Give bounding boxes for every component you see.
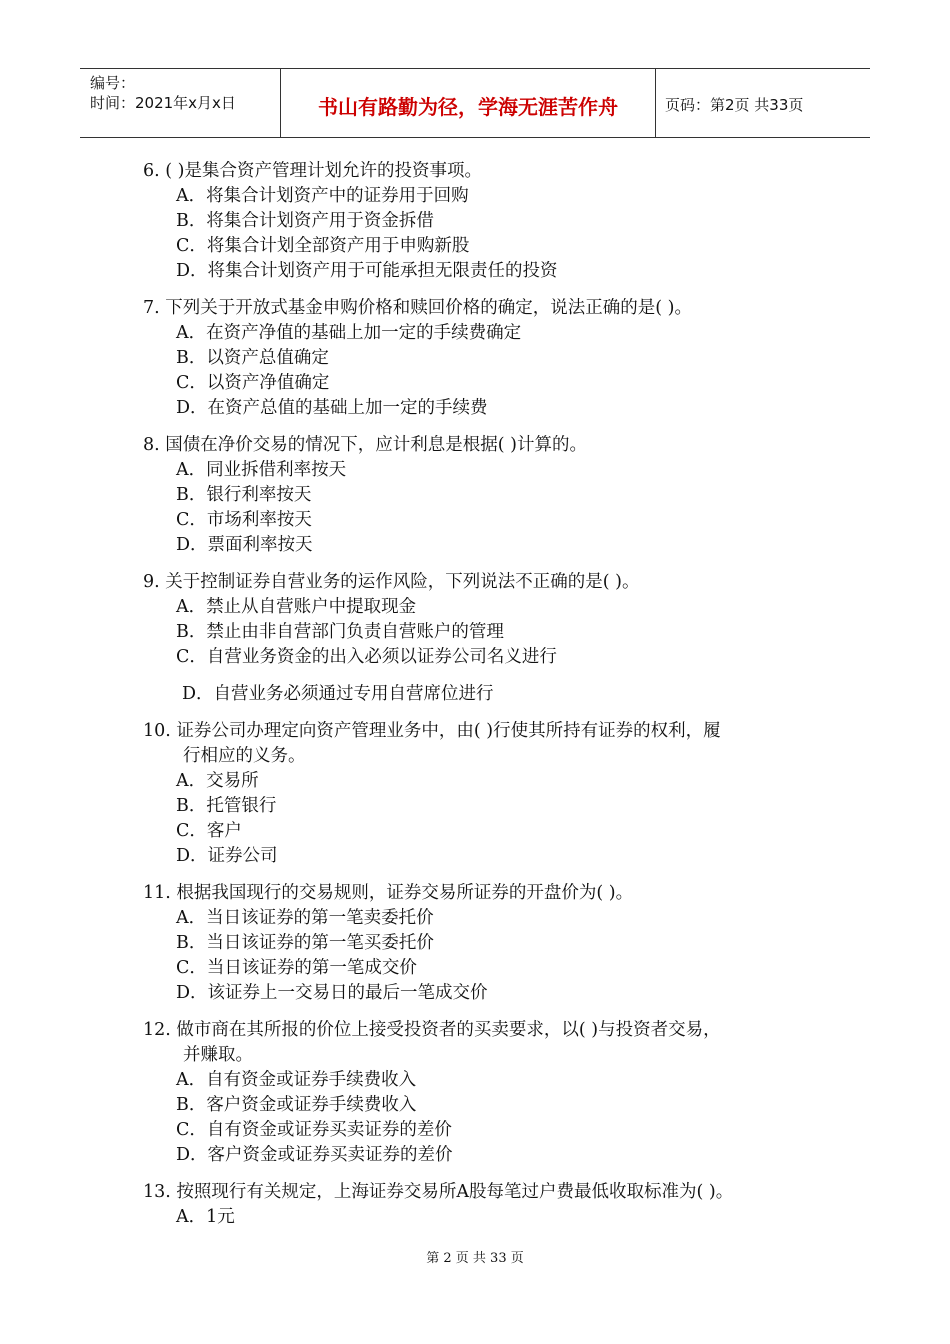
header-page-code: 页码：第2页 共33页 bbox=[665, 96, 804, 114]
option-item: D．该证券上一交易日的最后一笔成交价 bbox=[176, 983, 488, 1003]
question-stem: 12. 做市商在其所报的价位上接受投资者的买卖要求，以( )与投资者交易， bbox=[143, 1020, 721, 1040]
document-number-label: 编号： bbox=[90, 74, 136, 92]
header-right-cell bbox=[655, 69, 870, 137]
option-item: C．将集合计划全部资产用于申购新股 bbox=[176, 236, 470, 256]
option-item: A．交易所 bbox=[176, 771, 259, 791]
page-footer: 第 2 页 共 33 页 bbox=[426, 1251, 524, 1266]
option-item: C．客户 bbox=[176, 821, 242, 841]
option-item: D．证券公司 bbox=[176, 846, 278, 866]
question-stem: 10. 证券公司办理定向资产管理业务中，由( )行使其所持有证券的权利，履 bbox=[143, 721, 721, 741]
question-stem: 13. 按照现行有关规定，上海证券交易所A股每笔过户费最低收取标准为( )。 bbox=[143, 1182, 734, 1202]
option-item: A．将集合计划资产中的证券用于回购 bbox=[176, 186, 469, 206]
document-time-label: 时间：2021年x月x日 bbox=[90, 94, 236, 112]
option-item: A．禁止从自营账户中提取现金 bbox=[176, 597, 417, 617]
option-item: A．1元 bbox=[176, 1207, 235, 1227]
option-item: B．客户资金或证券手续费收入 bbox=[176, 1095, 417, 1115]
question-stem-continuation: 并赚取。 bbox=[183, 1045, 253, 1065]
option-item: B．禁止由非自营部门负责自营账户的管理 bbox=[176, 622, 504, 642]
option-item: C．自有资金或证券买卖证券的差价 bbox=[176, 1120, 452, 1140]
header-center-cell bbox=[280, 69, 656, 137]
option-item: C．当日该证券的第一笔成交价 bbox=[176, 958, 417, 978]
option-item: C．以资产净值确定 bbox=[176, 373, 330, 393]
option-item: D．票面利率按天 bbox=[176, 535, 313, 555]
option-item: D．在资产总值的基础上加一定的手续费 bbox=[176, 398, 488, 418]
option-item: A．当日该证券的第一笔卖委托价 bbox=[176, 908, 434, 928]
option-item: B．当日该证券的第一笔买委托价 bbox=[176, 933, 434, 953]
question-stem: 6. ( )是集合资产管理计划允许的投资事项。 bbox=[143, 161, 482, 181]
header-left-cell bbox=[80, 69, 280, 137]
question-stem: 11. 根据我国现行的交易规则，证券交易所证券的开盘价为( )。 bbox=[143, 883, 634, 903]
option-item: A．自有资金或证券手续费收入 bbox=[176, 1070, 417, 1090]
option-item: A．同业拆借利率按天 bbox=[176, 460, 347, 480]
option-item: A．在资产净值的基础上加一定的手续费确定 bbox=[176, 323, 522, 343]
page-header bbox=[80, 68, 870, 138]
option-item: D．客户资金或证券买卖证券的差价 bbox=[176, 1145, 453, 1165]
option-item: B．银行利率按天 bbox=[176, 485, 312, 505]
option-item: B．以资产总值确定 bbox=[176, 348, 329, 368]
header-motto: 书山有路勤为径，学海无涯苦作舟 bbox=[318, 95, 618, 119]
question-stem-continuation: 行相应的义务。 bbox=[183, 746, 306, 766]
question-stem: 8. 国债在净价交易的情况下，应计利息是根据( )计算的。 bbox=[143, 435, 587, 455]
question-stem: 9. 关于控制证券自营业务的运作风险，下列说法不正确的是( )。 bbox=[143, 572, 640, 592]
option-item: D．将集合计划资产用于可能承担无限责任的投资 bbox=[176, 261, 558, 281]
option-item: D．自营业务必须通过专用自营席位进行 bbox=[182, 684, 494, 704]
option-item: B．将集合计划资产用于资金拆借 bbox=[176, 211, 434, 231]
option-item: C．市场利率按天 bbox=[176, 510, 312, 530]
question-stem: 7. 下列关于开放式基金申购价格和赎回价格的确定，说法正确的是( )。 bbox=[143, 298, 692, 318]
option-item: C．自营业务资金的出入必须以证券公司名义进行 bbox=[176, 647, 557, 667]
option-item: B．托管银行 bbox=[176, 796, 277, 816]
